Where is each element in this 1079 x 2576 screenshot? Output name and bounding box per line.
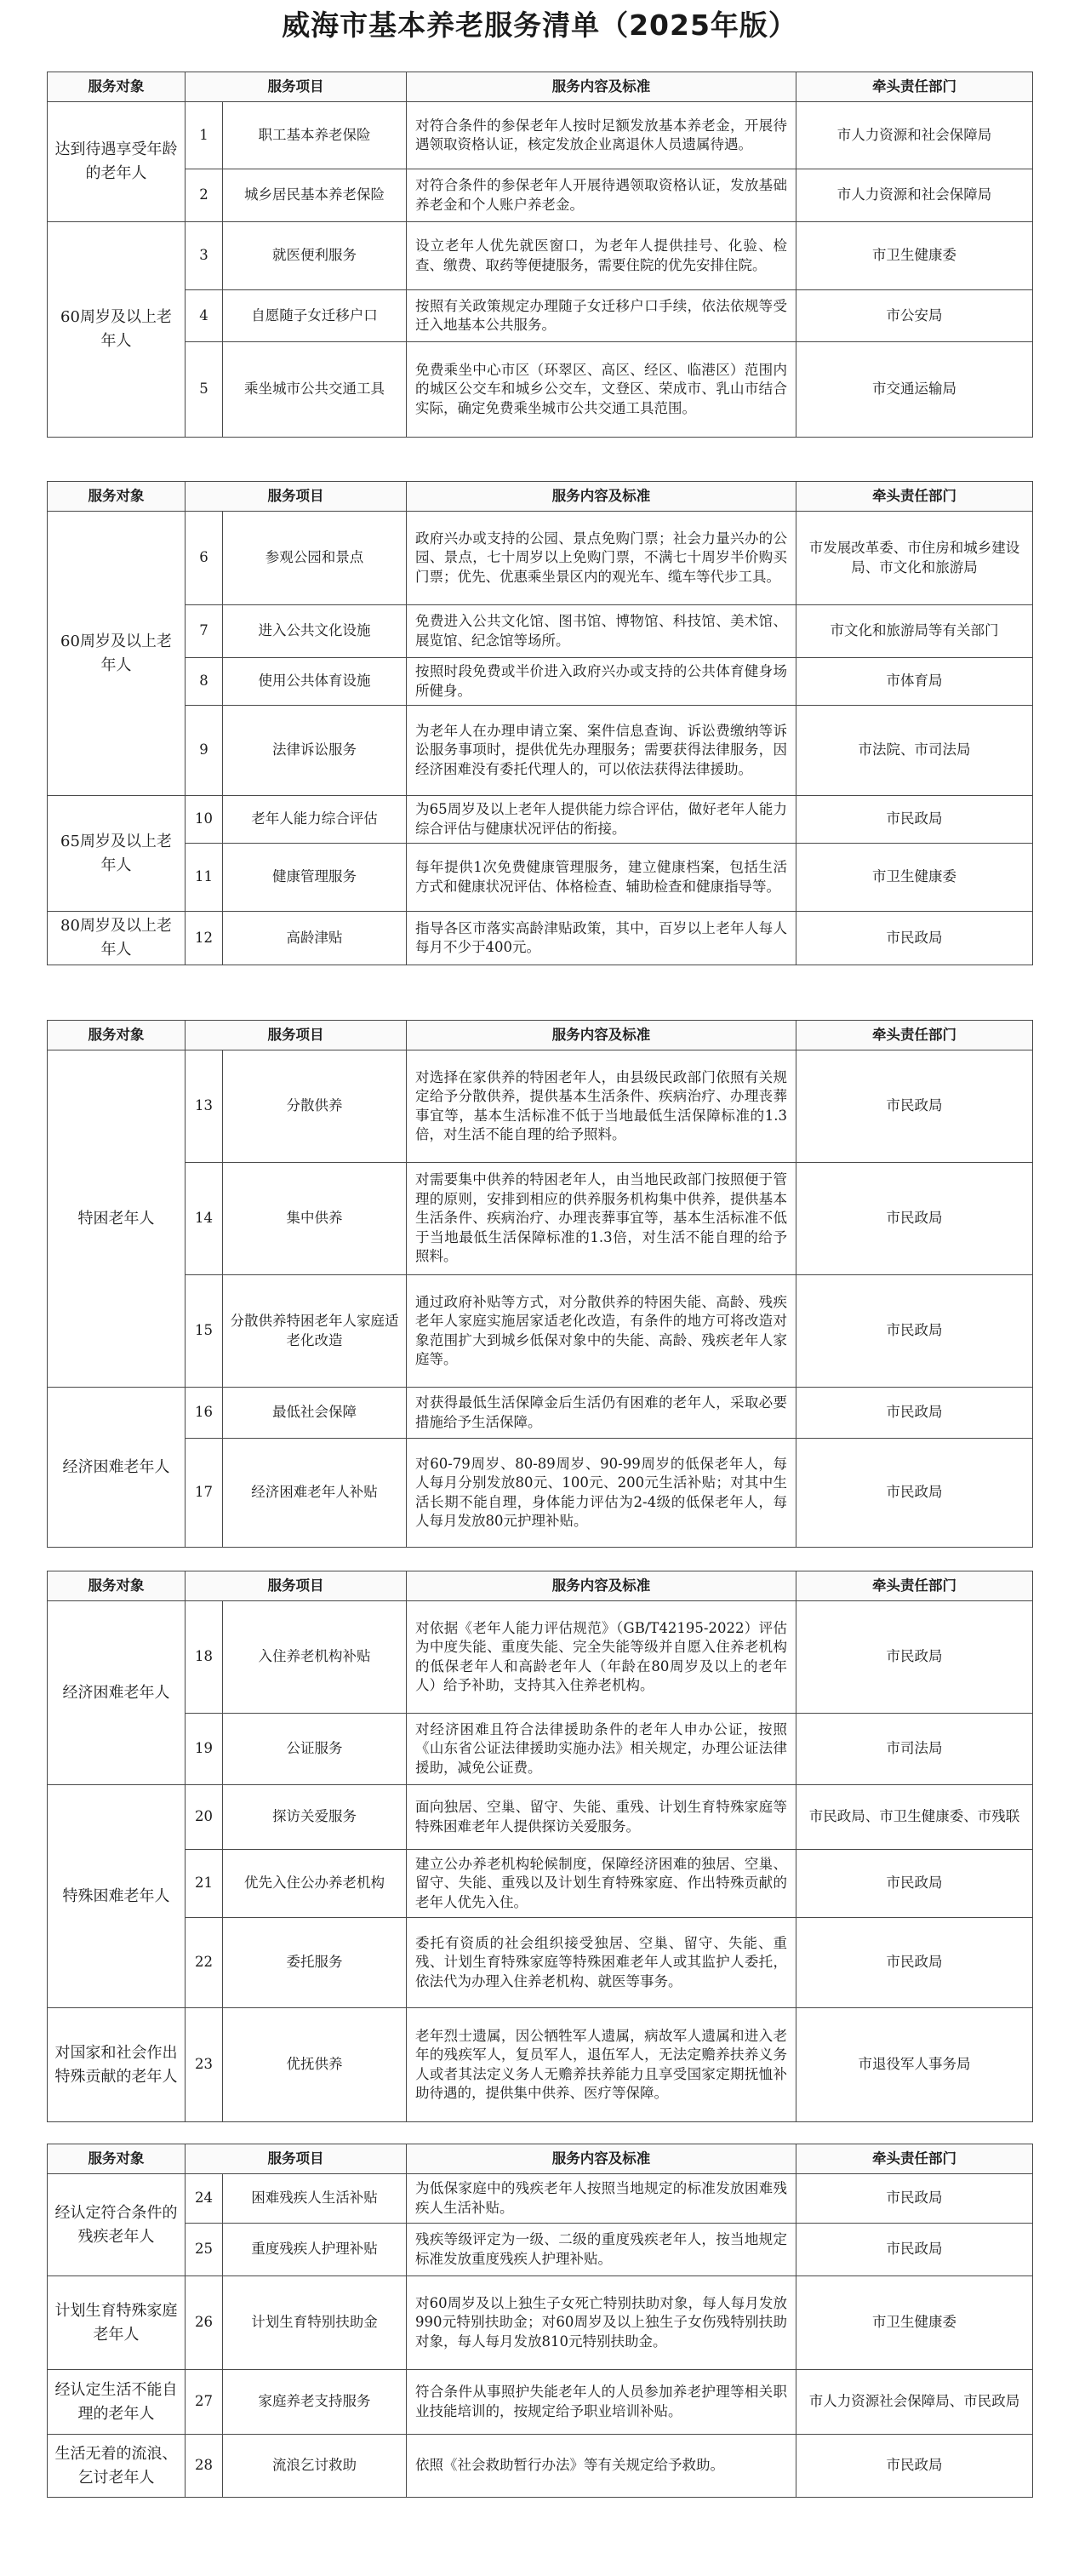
service-content: 对需要集中供养的特困老年人，由当地民政部门按照便于管理的原则，安排到相应的供养服务机构集中供养，提供基本生活条件、疾病治疗、办理丧葬事宜等，基本生活标准不低于当地最低生活保障标准的1.3倍，对生活不能自理的给予照料。 bbox=[407, 1163, 796, 1275]
service-table bbox=[47, 2144, 1033, 2498]
header-dept: 牵头责任部门 bbox=[796, 482, 1033, 512]
table-row bbox=[48, 1601, 1033, 1714]
header-item: 服务项目 bbox=[186, 1021, 407, 1050]
item-number: 10 bbox=[186, 796, 223, 844]
responsible-dept: 市卫生健康委 bbox=[796, 844, 1033, 912]
service-item: 分散供养 bbox=[223, 1050, 407, 1163]
table-row bbox=[48, 512, 1033, 605]
responsible-dept: 市人力资源社会保障局、市民政局 bbox=[796, 2370, 1033, 2435]
responsible-dept: 市民政局 bbox=[796, 1850, 1033, 1918]
table-row bbox=[48, 222, 1033, 290]
responsible-dept: 市人力资源和社会保障局 bbox=[796, 102, 1033, 169]
page-title: 威海市基本养老服务清单（2025年版） bbox=[282, 9, 797, 42]
table-section-4 bbox=[47, 1571, 1032, 2122]
target-group: 经济困难老年人 bbox=[48, 1601, 186, 1785]
header-item: 服务项目 bbox=[186, 2144, 407, 2174]
table-row bbox=[48, 1388, 1033, 1439]
target-group: 达到待遇享受年龄的老年人 bbox=[48, 102, 186, 222]
header-target: 服务对象 bbox=[48, 72, 186, 102]
service-item: 优抚供养 bbox=[223, 2008, 407, 2122]
responsible-dept: 市发展改革委、市住房和城乡建设局、市文化和旅游局 bbox=[796, 512, 1033, 605]
header-target: 服务对象 bbox=[48, 1021, 186, 1050]
service-item: 参观公园和景点 bbox=[223, 512, 407, 605]
header-target: 服务对象 bbox=[48, 482, 186, 512]
service-item: 自愿随子女迁移户口 bbox=[223, 290, 407, 342]
item-number: 4 bbox=[186, 290, 223, 342]
item-number: 26 bbox=[186, 2276, 223, 2370]
item-number: 25 bbox=[186, 2224, 223, 2276]
responsible-dept: 市民政局 bbox=[796, 2435, 1033, 2498]
service-item: 计划生育特别扶助金 bbox=[223, 2276, 407, 2370]
item-number: 15 bbox=[186, 1275, 223, 1388]
item-number: 21 bbox=[186, 1850, 223, 1918]
item-number: 11 bbox=[186, 844, 223, 912]
header-dept: 牵头责任部门 bbox=[796, 2144, 1033, 2174]
service-item: 分散供养特困老年人家庭适老化改造 bbox=[223, 1275, 407, 1388]
service-content: 依照《社会救助暂行办法》等有关规定给予救助。 bbox=[407, 2435, 796, 2498]
responsible-dept: 市交通运输局 bbox=[796, 342, 1033, 438]
responsible-dept: 市民政局 bbox=[796, 1275, 1033, 1388]
service-item: 重度残疾人护理补贴 bbox=[223, 2224, 407, 2276]
item-number: 5 bbox=[186, 342, 223, 438]
target-group: 经认定生活不能自理的老年人 bbox=[48, 2370, 186, 2435]
header-target: 服务对象 bbox=[48, 2144, 186, 2174]
target-group: 对国家和社会作出特殊贡献的老年人 bbox=[48, 2008, 186, 2122]
responsible-dept: 市退役军人事务局 bbox=[796, 2008, 1033, 2122]
service-content: 指导各区市落实高龄津贴政策，其中，百岁以上老年人每人每月不少于400元。 bbox=[407, 912, 796, 965]
item-number: 19 bbox=[186, 1714, 223, 1785]
item-number: 28 bbox=[186, 2435, 223, 2498]
item-number: 17 bbox=[186, 1439, 223, 1548]
header-content: 服务内容及标准 bbox=[407, 1021, 796, 1050]
table-row bbox=[48, 2224, 1033, 2276]
target-group: 计划生育特殊家庭老年人 bbox=[48, 2276, 186, 2370]
target-group: 80周岁及以上老年人 bbox=[48, 912, 186, 965]
service-content: 对获得最低生活保障金后生活仍有困难的老年人，采取必要措施给予生活保障。 bbox=[407, 1388, 796, 1439]
service-table bbox=[47, 481, 1033, 965]
item-number: 3 bbox=[186, 222, 223, 290]
responsible-dept: 市民政局 bbox=[796, 1163, 1033, 1275]
service-content: 按照时段免费或半价进入政府兴办或支持的公共体育健身场所健身。 bbox=[407, 658, 796, 706]
responsible-dept: 市民政局 bbox=[796, 1439, 1033, 1548]
table-row bbox=[48, 342, 1033, 438]
target-group: 经认定符合条件的残疾老年人 bbox=[48, 2174, 186, 2276]
service-item: 困难残疾人生活补贴 bbox=[223, 2174, 407, 2224]
service-item: 乘坐城市公共交通工具 bbox=[223, 342, 407, 438]
service-content: 面向独居、空巢、留守、失能、重残、计划生育特殊家庭等特殊困难老年人提供探访关爱服务。 bbox=[407, 1785, 796, 1850]
responsible-dept: 市民政局 bbox=[796, 2174, 1033, 2224]
service-item: 公证服务 bbox=[223, 1714, 407, 1785]
header-row bbox=[48, 1571, 1033, 1601]
service-content: 委托有资质的社会组织接受独居、空巢、留守、失能、重残、计划生育特殊家庭等特殊困难老年人或其监护人委托，依法代为办理入住养老机构、就医等事务。 bbox=[407, 1918, 796, 2008]
responsible-dept: 市卫生健康委 bbox=[796, 2276, 1033, 2370]
table-row bbox=[48, 2276, 1033, 2370]
item-number: 9 bbox=[186, 706, 223, 796]
header-item: 服务项目 bbox=[186, 72, 407, 102]
header-row bbox=[48, 72, 1033, 102]
service-item: 集中供养 bbox=[223, 1163, 407, 1275]
target-group: 生活无着的流浪、乞讨老年人 bbox=[48, 2435, 186, 2498]
item-number: 13 bbox=[186, 1050, 223, 1163]
item-number: 14 bbox=[186, 1163, 223, 1275]
header-row bbox=[48, 482, 1033, 512]
service-content: 对依据《老年人能力评估规范》（GB/T42195-2022）评估为中度失能、重度失能、完全失能等级并自愿入住养老机构的低保老年人和高龄老年人（年龄在80周岁及以上的老年人）给予补助，支持其入住养老机构。 bbox=[407, 1601, 796, 1714]
responsible-dept: 市民政局 bbox=[796, 912, 1033, 965]
target-group: 60周岁及以上老年人 bbox=[48, 222, 186, 438]
responsible-dept: 市体育局 bbox=[796, 658, 1033, 706]
service-content: 为低保家庭中的残疾老年人按照当地规定的标准发放困难残疾人生活补贴。 bbox=[407, 2174, 796, 2224]
table-row bbox=[48, 1050, 1033, 1163]
service-content: 按照有关政策规定办理随子女迁移户口手续，依法依规等受迁入地基本公共服务。 bbox=[407, 290, 796, 342]
service-item: 城乡居民基本养老保险 bbox=[223, 169, 407, 222]
header-content: 服务内容及标准 bbox=[407, 72, 796, 102]
service-content: 符合条件从事照护失能老年人的人员参加养老护理等相关职业技能培训的，按规定给予职业培训补贴。 bbox=[407, 2370, 796, 2435]
responsible-dept: 市文化和旅游局等有关部门 bbox=[796, 605, 1033, 658]
responsible-dept: 市民政局、市卫生健康委、市残联 bbox=[796, 1785, 1033, 1850]
table-row bbox=[48, 2370, 1033, 2435]
responsible-dept: 市民政局 bbox=[796, 2224, 1033, 2276]
table-row bbox=[48, 102, 1033, 169]
service-table bbox=[47, 72, 1033, 438]
service-content: 每年提供1次免费健康管理服务，建立健康档案，包括生活方式和健康状况评估、体格检查、辅助检查和健康指导等。 bbox=[407, 844, 796, 912]
service-item: 探访关爱服务 bbox=[223, 1785, 407, 1850]
service-content: 建立公办养老机构轮候制度，保障经济困难的独居、空巢、留守、失能、重残以及计划生育特殊家庭、作出特殊贡献的老年人优先入住。 bbox=[407, 1850, 796, 1918]
responsible-dept: 市人力资源和社会保障局 bbox=[796, 169, 1033, 222]
header-item: 服务项目 bbox=[186, 1571, 407, 1601]
target-group: 特困老年人 bbox=[48, 1050, 186, 1388]
service-item: 经济困难老年人补贴 bbox=[223, 1439, 407, 1548]
target-group: 特殊困难老年人 bbox=[48, 1785, 186, 2008]
target-group: 65周岁及以上老年人 bbox=[48, 796, 186, 912]
item-number: 6 bbox=[186, 512, 223, 605]
service-item: 流浪乞讨救助 bbox=[223, 2435, 407, 2498]
responsible-dept: 市民政局 bbox=[796, 1918, 1033, 2008]
header-item: 服务项目 bbox=[186, 482, 407, 512]
header-content: 服务内容及标准 bbox=[407, 1571, 796, 1601]
service-content: 设立老年人优先就医窗口，为老年人提供挂号、化验、检查、缴费、取药等便捷服务，需要住院的优先安排住院。 bbox=[407, 222, 796, 290]
responsible-dept: 市民政局 bbox=[796, 796, 1033, 844]
service-item: 最低社会保障 bbox=[223, 1388, 407, 1439]
table-row bbox=[48, 2435, 1033, 2498]
responsible-dept: 市法院、市司法局 bbox=[796, 706, 1033, 796]
service-content: 老年烈士遗属，因公牺牲军人遗属，病故军人遗属和进入老年的残疾军人，复员军人，退伍军人，无法定赡养扶养义务人或者其法定义务人无赡养扶养能力且享受国家定期抚恤补助待遇的，提供集中供养、医疗等保障。 bbox=[407, 2008, 796, 2122]
table-row bbox=[48, 1918, 1033, 2008]
service-content: 对选择在家供养的特困老年人，由县级民政部门依照有关规定给予分散供养，提供基本生活条件、疾病治疗、办理丧葬事宜等，基本生活标准不低于当地最低生活保障标准的1.3倍，对生活不能自理的给予照料。 bbox=[407, 1050, 796, 1163]
service-content: 对60-79周岁、80-89周岁、90-99周岁的低保老年人，每人每月分别发放80元、100元、200元生活补贴；对其中生活长期不能自理，身体能力评估为2-4级的低保老年人，每人每月发放80元护理补贴。 bbox=[407, 1439, 796, 1548]
item-number: 2 bbox=[186, 169, 223, 222]
item-number: 16 bbox=[186, 1388, 223, 1439]
service-content: 为老年人在办理申请立案、案件信息查询、诉讼费缴纳等诉讼服务事项时，提供优先办理服务；需要获得法律服务，因经济困难没有委托代理人的，可以依法获得法律援助。 bbox=[407, 706, 796, 796]
service-table bbox=[47, 1571, 1033, 2122]
target-group: 经济困难老年人 bbox=[48, 1388, 186, 1548]
table-row bbox=[48, 658, 1033, 706]
item-number: 23 bbox=[186, 2008, 223, 2122]
item-number: 20 bbox=[186, 1785, 223, 1850]
header-row bbox=[48, 1021, 1033, 1050]
table-row bbox=[48, 290, 1033, 342]
table-row bbox=[48, 844, 1033, 912]
service-content: 为65周岁及以上老年人提供能力综合评估，做好老年人能力综合评估与健康状况评估的衔接。 bbox=[407, 796, 796, 844]
item-number: 18 bbox=[186, 1601, 223, 1714]
service-content: 残疾等级评定为一级、二级的重度残疾老年人，按当地规定标准发放重度残疾人护理补贴。 bbox=[407, 2224, 796, 2276]
header-row bbox=[48, 2144, 1033, 2174]
service-item: 入住养老机构补贴 bbox=[223, 1601, 407, 1714]
item-number: 12 bbox=[186, 912, 223, 965]
service-content: 对60周岁及以上独生子女死亡特别扶助对象，每人每月发放990元特别扶助金；对60周岁及以上独生子女伤残特别扶助对象，每人每月发放810元特别扶助金。 bbox=[407, 2276, 796, 2370]
header-content: 服务内容及标准 bbox=[407, 482, 796, 512]
service-item: 委托服务 bbox=[223, 1918, 407, 2008]
responsible-dept: 市司法局 bbox=[796, 1714, 1033, 1785]
responsible-dept: 市民政局 bbox=[796, 1388, 1033, 1439]
responsible-dept: 市民政局 bbox=[796, 1601, 1033, 1714]
table-row bbox=[48, 1785, 1033, 1850]
table-row bbox=[48, 912, 1033, 965]
table-section-1 bbox=[47, 72, 1032, 438]
header-dept: 牵头责任部门 bbox=[796, 1571, 1033, 1601]
item-number: 7 bbox=[186, 605, 223, 658]
service-content: 政府兴办或支持的公园、景点免购门票；社会力量兴办的公园、景点，七十周岁以上免购门票，不满七十周岁半价购买门票；优先、优惠乘坐景区内的观光车、缆车等代步工具。 bbox=[407, 512, 796, 605]
responsible-dept: 市民政局 bbox=[796, 1050, 1033, 1163]
service-item: 高龄津贴 bbox=[223, 912, 407, 965]
table-row bbox=[48, 706, 1033, 796]
target-group: 60周岁及以上老年人 bbox=[48, 512, 186, 796]
table-row bbox=[48, 1714, 1033, 1785]
header-target: 服务对象 bbox=[48, 1571, 186, 1601]
item-number: 1 bbox=[186, 102, 223, 169]
table-row bbox=[48, 1439, 1033, 1548]
responsible-dept: 市公安局 bbox=[796, 290, 1033, 342]
header-dept: 牵头责任部门 bbox=[796, 72, 1033, 102]
service-item: 优先入住公办养老机构 bbox=[223, 1850, 407, 1918]
item-number: 27 bbox=[186, 2370, 223, 2435]
service-content: 免费进入公共文化馆、图书馆、博物馆、科技馆、美术馆、展览馆、纪念馆等场所。 bbox=[407, 605, 796, 658]
item-number: 8 bbox=[186, 658, 223, 706]
table-section-5 bbox=[47, 2144, 1032, 2498]
service-item: 健康管理服务 bbox=[223, 844, 407, 912]
responsible-dept: 市卫生健康委 bbox=[796, 222, 1033, 290]
item-number: 24 bbox=[186, 2174, 223, 2224]
table-row bbox=[48, 169, 1033, 222]
service-content: 对符合条件的参保老年人开展待遇领取资格认证，发放基础养老金和个人账户养老金。 bbox=[407, 169, 796, 222]
service-content: 对经济困难且符合法律援助条件的老年人申办公证，按照《山东省公证法律援助实施办法》相关规定，办理公证法律援助，减免公证费。 bbox=[407, 1714, 796, 1785]
table-row bbox=[48, 1275, 1033, 1388]
service-item: 进入公共文化设施 bbox=[223, 605, 407, 658]
table-row bbox=[48, 2174, 1033, 2224]
table-section-2 bbox=[47, 481, 1032, 965]
service-item: 法律诉讼服务 bbox=[223, 706, 407, 796]
header-dept: 牵头责任部门 bbox=[796, 1021, 1033, 1050]
service-item: 职工基本养老保险 bbox=[223, 102, 407, 169]
table-row bbox=[48, 2008, 1033, 2122]
service-item: 使用公共体育设施 bbox=[223, 658, 407, 706]
item-number: 22 bbox=[186, 1918, 223, 2008]
table-row bbox=[48, 796, 1033, 844]
header-content: 服务内容及标准 bbox=[407, 2144, 796, 2174]
service-content: 通过政府补贴等方式，对分散供养的特困失能、高龄、残疾老年人家庭实施居家适老化改造，有条件的地方可将改造对象范围扩大到城乡低保对象中的失能、高龄、残疾老年人家庭等。 bbox=[407, 1275, 796, 1388]
service-item: 就医便利服务 bbox=[223, 222, 407, 290]
service-item: 老年人能力综合评估 bbox=[223, 796, 407, 844]
table-section-3 bbox=[47, 1020, 1032, 1548]
service-content: 对符合条件的参保老年人按时足额发放基本养老金，开展待遇领取资格认证，核定发放企业离退休人员遗属待遇。 bbox=[407, 102, 796, 169]
table-row bbox=[48, 605, 1033, 658]
service-table bbox=[47, 1020, 1033, 1548]
table-row bbox=[48, 1163, 1033, 1275]
service-item: 家庭养老支持服务 bbox=[223, 2370, 407, 2435]
table-row bbox=[48, 1850, 1033, 1918]
service-content: 免费乘坐中心市区（环翠区、高区、经区、临港区）范围内的城区公交车和城乡公交车，文登区、荣成市、乳山市结合实际，确定免费乘坐城市公共交通工具范围。 bbox=[407, 342, 796, 438]
